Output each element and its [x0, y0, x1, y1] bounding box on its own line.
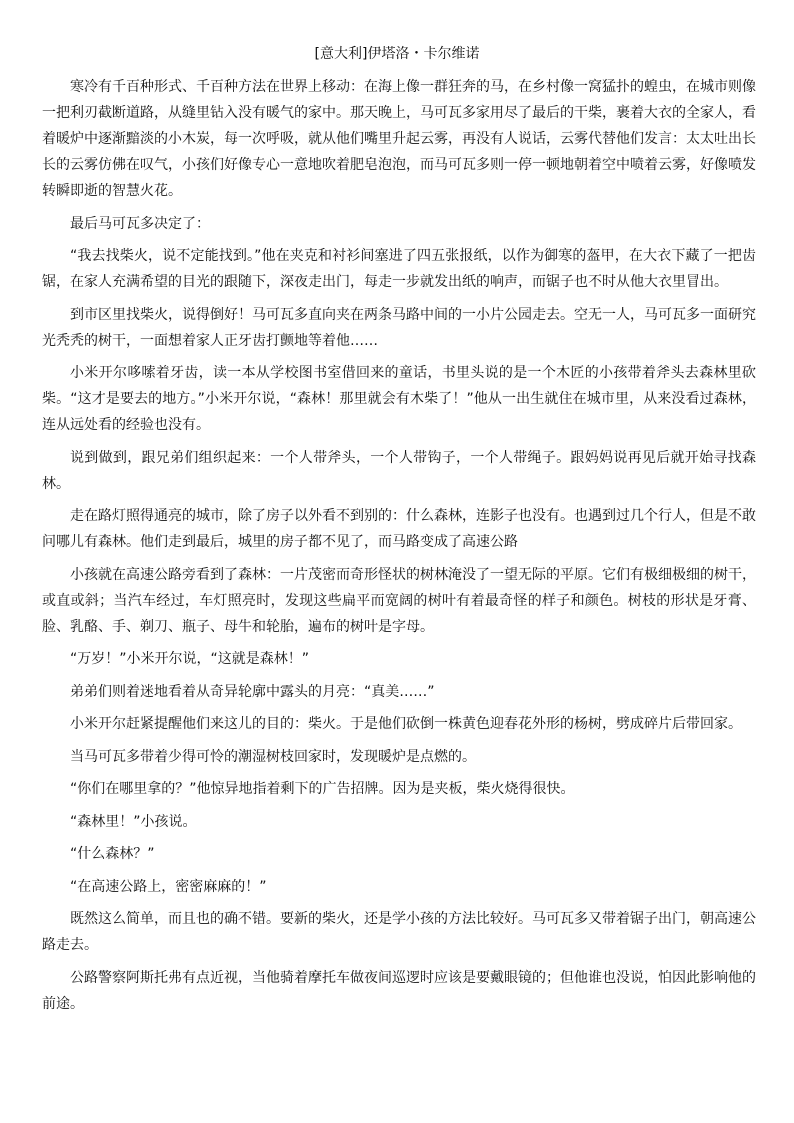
paragraph-16: “在高速公路上，密密麻麻的！”: [70, 878, 267, 895]
paragraph-18: 公路警察阿斯托弗有点近视，当他骑着摩托车做夜间巡逻时应该是要戴眼镜的；但他谁也没说，怕因此影响他的前途。: [42, 969, 756, 1012]
paragraph-14: “森林里！”小孩说。: [70, 813, 197, 830]
paragraph-6: 说到做到，跟兄弟们组织起来：一个人带斧头，一个人带钩子，一个人带绳子。跟妈妈说再见后就开始寻找森林。: [42, 449, 756, 492]
paragraph-17: 既然这么简单，而且也的确不错。要新的柴火，还是学小孩的方法比较好。马可瓦多又带着锯子出门，朝高速公路走去。: [42, 911, 756, 953]
paragraph-13: “你们在哪里拿的？”他惊异地指着剩下的广告招牌。因为是夹板，柴火烧得很快。: [70, 781, 575, 797]
paragraph-1: 寒冷有千百种形式、千百种方法在世界上移动：在海上像一群狂奔的马，在乡村像一窝猛扑的蝗虫，在城市则像一把利刃截断道路，从缝里钻入没有暖气的家中。那天晚上，马可瓦多家用尽了最后的干柴，裹着大衣的全家人，看着暖炉中逐渐黯淡的小木炭，每一次呼吸，就从他们嘴里升起云雾，再没有人说话，云雾代替他们发言：太太吐出长长的云雾仿佛在叹气，小孩们好像专心一意地吹着肥皂泡泡，而马可瓦多则一停一顿地朝着空中喷着云雾，好像喷发转瞬即逝的智慧火花。: [42, 79, 756, 199]
paragraph-15: “什么森林？”: [70, 846, 155, 862]
author-byline: [意大利]伊塔洛・卡尔维诺: [314, 46, 480, 62]
paragraph-12: 当马可瓦多带着少得可怜的潮湿树枝回家时，发现暖炉是点燃的。: [70, 748, 476, 765]
paragraph-8: 小孩就在高速公路旁看到了森林：一片茂密而奇形怪状的树林淹没了一望无际的平原。它们有极细极细的树干，或直或斜；当汽车经过，车灯照亮时，发现这些扁平而宽阔的树叶有着最奇怪的样子和颜色。树枝的形状是牙膏、脸、乳酪、手、剃刀、瓶子、母牛和轮胎，遍布的树叶是字母。: [42, 566, 756, 635]
paragraph-5: 小米开尔哆嗦着牙齿，读一本从学校图书室借回来的童话，书里头说的是一个木匠的小孩带着斧头去森林里砍柴。“这才是要去的地方。”小米开尔说，“森林！那里就会有木柴了！”他从一出生就住在城市里，从来没看过森林，连从远处看的经验也没有。: [42, 365, 756, 433]
paragraph-3: “我去找柴火，说不定能找到。”他在夹克和衬衫间塞进了四五张报纸，以作为御寒的盔甲，在大衣下藏了一把齿锯，在家人充满希望的目光的跟随下，深夜走出门，每走一步就发出纸的响声，而锯子也不时从他大衣里冒出。: [42, 248, 756, 290]
paragraph-11: 小米开尔赶紧提醒他们来这儿的目的：柴火。于是他们砍倒一株黄色迎春花外形的杨树，劈成碎片后带回家。: [70, 716, 742, 732]
story-body: [42, 74, 756, 1023]
paragraph-4: 到市区里找柴火，说得倒好！马可瓦多直向夹在两条马路中间的一小片公园走去。空无一人，马可瓦多一面研究光秃秃的树干，一面想着家人正牙齿打颤地等着他……: [42, 306, 756, 349]
paragraph-10: 弟弟们则着迷地看着从奇异轮廓中露头的月亮：“真美……”: [70, 683, 435, 700]
paragraph-2: 最后马可瓦多决定了：: [70, 215, 210, 232]
paragraph-7: 走在路灯照得通亮的城市，除了房子以外看不到别的：什么森林，连影子也没有。也遇到过几个行人，但是不敢问哪儿有森林。他们走到最后，城里的房子都不见了，而马路变成了高速公路: [42, 508, 756, 550]
paragraph-9: “万岁！”小米开尔说，“这就是森林！”: [70, 651, 310, 667]
